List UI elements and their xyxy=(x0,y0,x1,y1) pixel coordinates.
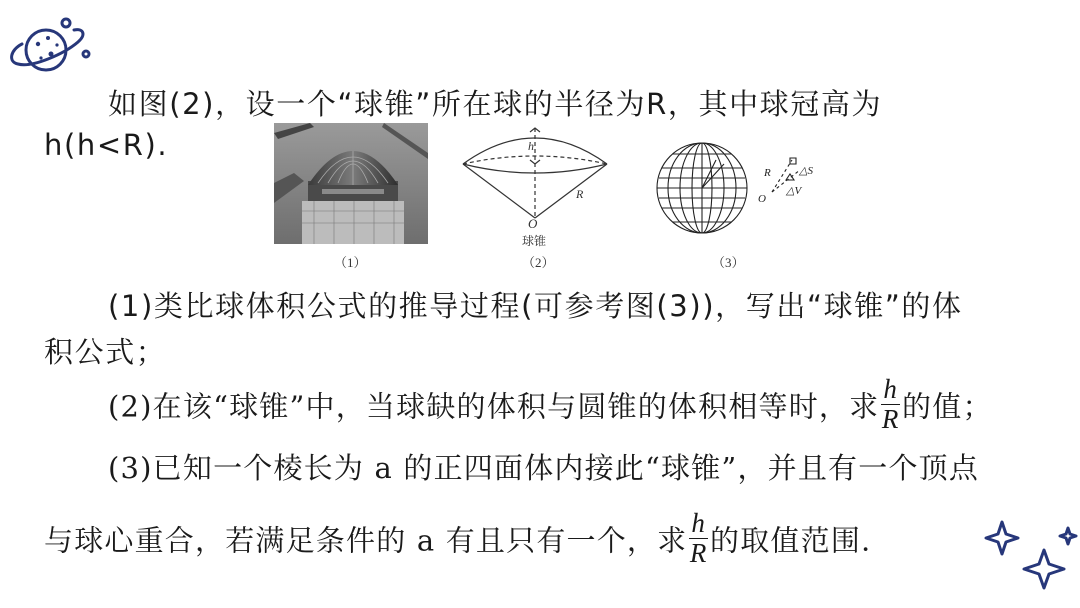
fig3-v-label: △V xyxy=(786,185,802,197)
question-1-line-1: (1)类比球体积公式的推导过程(可参考图(3))，写出“球锥”的体 xyxy=(108,289,963,323)
fig3-s-label: △S xyxy=(799,165,813,177)
figure-3-caption: （3） xyxy=(712,255,745,270)
question-2-line xyxy=(108,374,993,437)
fraction-numerator-2: h xyxy=(691,508,707,538)
fraction-numerator: h xyxy=(883,374,899,404)
dome-photo xyxy=(274,123,428,244)
fig2-o-label: O xyxy=(528,216,538,231)
figure-2-caption: （2） xyxy=(522,255,555,270)
question-1-line-2: 积公式； xyxy=(44,335,167,369)
stars-icon xyxy=(982,512,1078,596)
fig2-sublabel: 球锥 xyxy=(522,234,547,248)
question-2-text: (2)在该“球锥”中，当球缺的体积与圆锥的体积相等时，求 xyxy=(108,389,880,424)
spherical-cone-diagram xyxy=(460,126,610,224)
fraction-h-over-r-2 xyxy=(689,510,708,567)
question-3-text-end: 的取值范围. xyxy=(710,523,872,558)
intro-line-1: 如图(2)，设一个“球锥”所在球的半径为R，其中球冠高为 xyxy=(108,87,883,121)
planet-icon xyxy=(4,8,94,90)
fig3-o-label: O xyxy=(758,193,766,205)
figure-1-caption: （1） xyxy=(334,255,367,270)
question-2-text-end: 的值； xyxy=(902,389,993,424)
fraction-h-over-r xyxy=(881,376,900,433)
fig2-h-label: h xyxy=(528,139,534,153)
intro-line-2: h(h<R). xyxy=(44,128,169,162)
question-3-text: 与球心重合，若满足条件的 a 有且只有一个，求 xyxy=(44,523,688,558)
gridded-sphere-diagram xyxy=(654,142,819,240)
fraction-denominator: R xyxy=(881,404,900,434)
question-3-line-1: (3)已知一个棱长为 a 的正四面体内接此“球锥”，并且有一个顶点 xyxy=(108,451,980,485)
fig2-r-label: R xyxy=(576,187,584,201)
question-3-line-2 xyxy=(44,508,872,571)
fraction-denominator-2: R xyxy=(689,538,708,568)
fig3-r-label: R xyxy=(764,167,771,179)
